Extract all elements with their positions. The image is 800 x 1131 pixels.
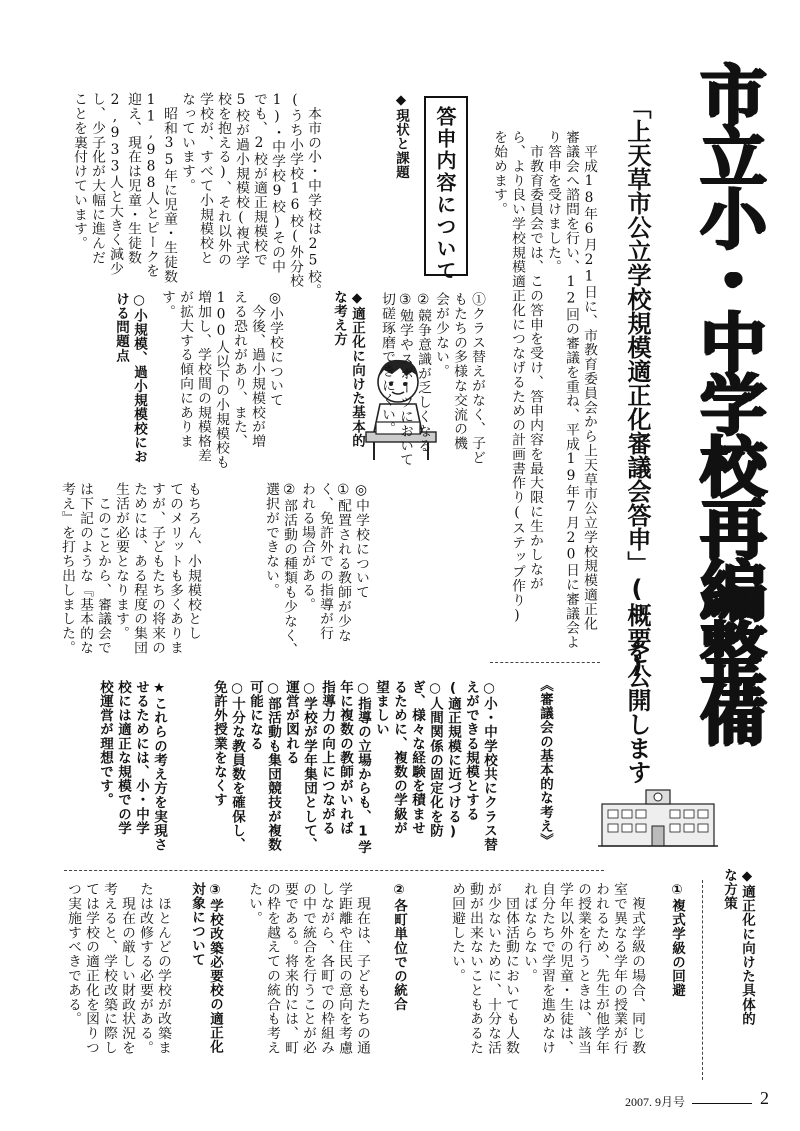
mondai-list: ①クラス替えがなく、子ど もたちの多様な交流の機 会が少ない。 ②競争意識が乏しくなる ③勉学やスポーツにおいて 切磋琢磨できにくい。 [379,292,485,467]
shingikai-star: ★これらの考え方を実現さ せるためには、小・中学 校には適正な規模での学 校運営が理想です。 [97,680,167,852]
gutaiteki-heading: ◆適正化に向けた具体的 な方策 [721,868,755,1026]
mondai-heading: ○小規模、過小規模校にお ける問題点 [113,292,147,464]
toshin-heading: 答申内容について [433,106,457,282]
toshin-heading-box [424,96,468,282]
intro-paragraph: 平成18年6月21日に、市教育委員会から上天草市公立学校規模適正化 審議会へ諮問を行い、12回の審議を重ね、平成19年7月20日に審議会よ り答申を受けました。 市教育委員会では、この答申を受け、答申内容を最大限に生かしなが ら、より良い学校規模適正化につなげるための計画書作り(ステップ作り) を始めます。 [491,130,597,650]
gutaiteki-item1-head: ①複式学級の回避 [669,882,685,998]
issue-label: 2007. 9月号 [625,1095,686,1109]
subtitle-bracket: 「上天草市公立学校規模適正化審議会答申」(概要) [623,95,651,679]
separator-line [64,870,604,871]
footer-issue [625,1093,752,1110]
title-band [680,60,772,805]
kihon-chugakko: ◎中学校について ①配置される教師が少な く、免許外での指導が行 われる場合がある。 ②部活動の種類も少なく、 選択ができない。 [263,482,369,657]
gutaiteki-item2-head: ②各町単位での統合 [391,882,407,1012]
kihon-shogakko: ◎小学校について 今後、過小規模校が増 える恐れがあり、また、 100人以下の小規模校も 増加し、学校間の規模格差 が拡大する傾向にありま す。 [159,290,283,470]
shingikai-body: ○小・中学校共にクラス替 えができる規模とする (適正規模に近づける) ○人間関係の固定化を防 ぎ、様々な経験を積ませ るために、複数の学級が 望ましい ○指導の立場からも、1学 年に複数の教師がいれば 指導力の向上につながる ○学校が学年集団として、 運営が図れる ○部活動も集団競技が複数 可能になる ○十分な教員数を確保し、 免許外授業をなくす [211,680,497,855]
separator-line [702,880,703,1080]
shingikai-heading: 《審議会の基本的な考え》 [537,678,553,848]
page-title: 市立小・中学校再編整備 [688,60,765,742]
gutaiteki-item3-head: ③学校改築必要校の適正化 対象について [189,882,223,1054]
separator-line [490,662,600,663]
genjo-body: 本市の小・中学校は25校。 (うち小学校16校(外分校 1)・中学校9校)その中 でも、2校が適正規模校で 5校が過小規模校(複式学 校を抱える)、それ以外の 学校が、すべて小規模校と なっています。 昭和35年に児童・生徒数 11,988人とピークを 迎え、現在は児童・生徒数 2,933人と大きく減少 し、少子化が大幅に進んだ ことを裏付けています。 [71,92,321,298]
genjo-heading: ◆現状と課題 [393,92,409,180]
gutaiteki-item2: 現在は、子どもたちの通 学距離や住民の意向を考慮 しながら、各町での枠組み の中で統合を行うことが必 要である。将来的には、町 の枠を越えての統合も考え たい。 [246,882,370,1055]
kihon-heading: ◆適正化に向けた基本的 な考え方 [331,290,365,448]
school-building-image [598,780,718,850]
gutaiteki-item3: ほとんどの学校が改築ま たは改修する必要がある。 現在の厳しい財政状況を 考えると、学校改築に際し ては学校の適正化を図りつ つ実施すべきである。 [65,882,171,1055]
footer-rule [692,1103,752,1104]
merit-paragraph: もちろん、小規模校とし てのメリットも多くありま すが、子どもたちの将来の ためには、ある程度の集団 生活が必要となります。 このことから、審議会で は下記のような『基本的な 考え』を打ち出しました。 [59,482,201,655]
subtitle-tail: を公開します [623,640,651,784]
gutaiteki-item1: 複式学級の場合、同じ教 室で異なる学年の授業が行 われるため、先生が他学年 の授業を行うときは、該当 学年以外の児童・生徒は、 自分たちで学習を進めなけ ればならない。 団体活動においても人数 が少ないために、十分な活 動が出来ないこともあるた め回避したい。 [449,882,645,1055]
page-number: 2 [760,1088,769,1108]
